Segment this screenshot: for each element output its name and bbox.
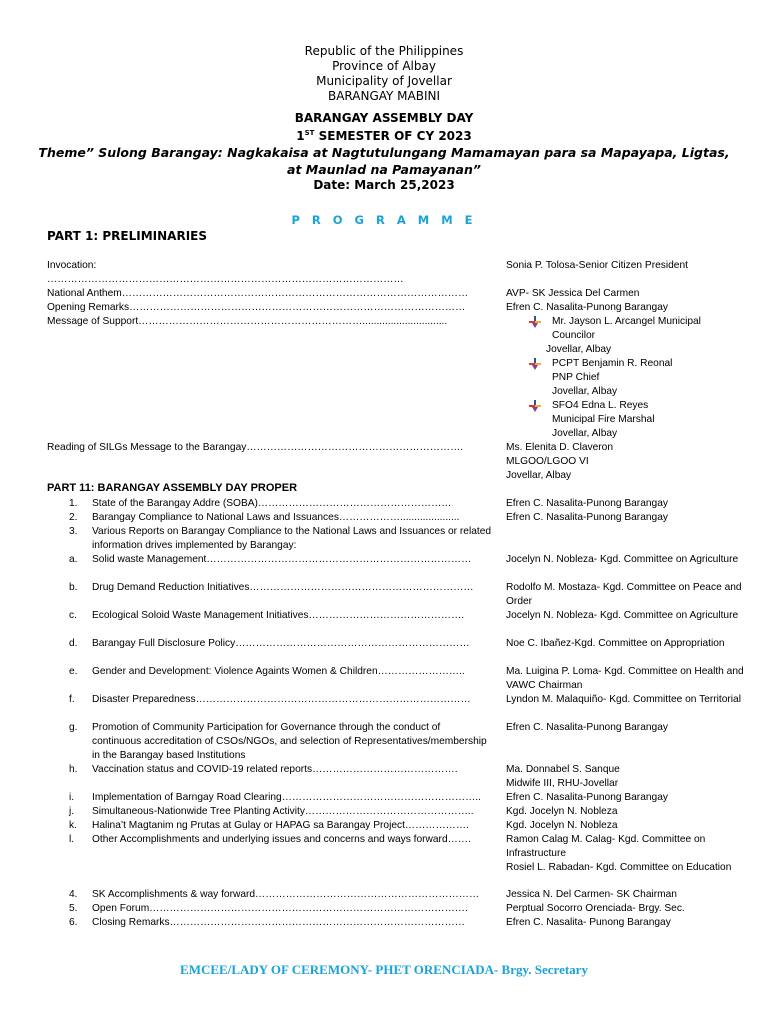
silg-by-place: Jovellar, Albay [506, 470, 572, 481]
title-block [0, 111, 768, 193]
emcee-footer: EMCEE/LADY OF CEREMONY- PHET ORENCIADA- Brgy. Secretary [180, 962, 588, 977]
invocation-by: Sonia P. Tolosa-Senior Citizen President [506, 260, 688, 271]
theme-text: Theme” Sulong Barangay: Nagkakaisa at Nagtutulungang Mamamayan para sa Mapayapa, Ligtas, at Maunlad na Pamayanan” [38, 145, 730, 177]
support-speaker-1-role: Councilor [552, 330, 596, 341]
header-barangay: BARANGAY MABINI [327, 89, 441, 103]
silg-by-title: MLGOO/LGOO VI [506, 456, 589, 467]
support-speaker-2-role: PNP Chief [552, 372, 600, 383]
silg-label: Reading of SILGs Message to the Barangay………………………………………………………. [47, 442, 464, 453]
arrow-bullet-icon [528, 357, 542, 371]
programme-label: P R O G R A M M E [291, 213, 477, 227]
header-province: Province of Albay [332, 59, 436, 73]
arrow-bullet-icon [528, 399, 542, 413]
dots-line: …………………………………………………………………………………………… [47, 274, 404, 285]
arrow-bullet-icon [528, 315, 542, 329]
opening-label: Opening Remarks……………………………………………………………………………………… [47, 302, 466, 313]
support-speaker-3-place: Jovellar, Albay [552, 428, 618, 439]
silg-by-name: Ms. Elenita D. Claveron [506, 442, 614, 453]
event-title: BARANGAY ASSEMBLY DAY [294, 111, 474, 125]
part2-heading: PART 11: BARANGAY ASSEMBLY DAY PROPER [47, 482, 298, 494]
anthem-by: AVP- SK Jessica Del Carmen [506, 288, 640, 299]
opening-by: Efren C. Nasalita-Punong Barangay [506, 302, 668, 313]
header-republic: Republic of the Philippines [304, 44, 464, 58]
semester-line: 1ST SEMESTER OF CY 2023 [296, 129, 472, 143]
anthem-label: National Anthem………………………………………………………………………………………… [47, 288, 469, 299]
header-municipality: Municipality of Jovellar [316, 74, 452, 88]
support-speaker-1-place: Jovellar, Albay [546, 344, 612, 355]
support-speaker-3-role: Municipal Fire Marshal [552, 414, 655, 425]
part1-heading: PART 1: PRELIMINARIES [47, 229, 207, 243]
event-date: Date: March 25,2023 [313, 178, 455, 192]
invocation-label: Invocation: [47, 260, 97, 271]
support-speaker-2-place: Jovellar, Albay [552, 386, 618, 397]
support-label: Message of Support………………………………………………………….............................. [47, 316, 448, 327]
document-header [0, 44, 768, 104]
